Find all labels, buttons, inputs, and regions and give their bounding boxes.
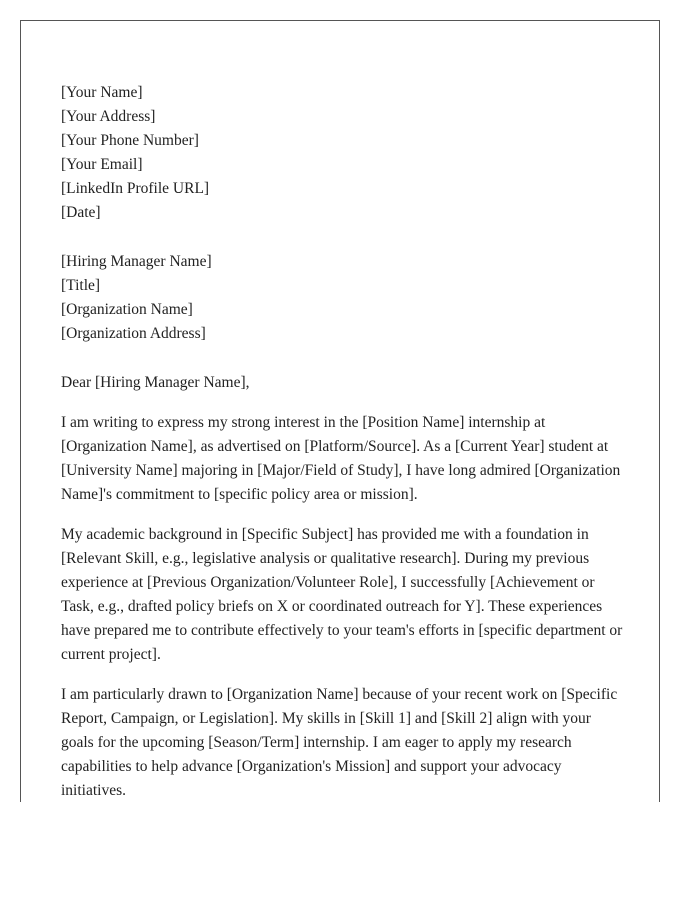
recipient-block: [61, 250, 626, 346]
recipient-address: [Organization Address]: [61, 325, 206, 342]
sender-address: [Your Address]: [61, 108, 156, 125]
recipient-name: [Hiring Manager Name]: [61, 253, 212, 270]
letter-body: [61, 81, 626, 802]
salutation: Dear [Hiring Manager Name],: [61, 374, 250, 391]
recipient-title: [Title]: [61, 277, 101, 294]
letter-page: [20, 20, 660, 802]
recipient-organization: [Organization Name]: [61, 301, 193, 318]
letter-date: [Date]: [61, 204, 101, 221]
paragraph-experience: My academic background in [Specific Subject] has provided me with a foundation in [Relevant Skill, e.g., legislative analysis or qualitative research]. During my previous experience at [Previous Organization/Volunteer Role], I successfully [Achievement or Task, e.g., drafted policy briefs on X or coordinated outreach for Y]. These experiences have prepared me to contribute effectively to your team's efforts in [specific department or current project].: [61, 526, 623, 663]
paragraph-intro: I am writing to express my strong interest in the [Position Name] internship at [Organization Name], as advertised on [Platform/Source]. As a [Current Year] student at [University Name] majoring in [Major/Field of Study], I have long admired [Organization Name]'s commitment to [specific policy area or mission].: [61, 414, 621, 503]
sender-name: [Your Name]: [61, 84, 143, 101]
paragraph-motivation: I am particularly drawn to [Organization Name] because of your recent work on [Specific Report, Campaign, or Legislation]. My skills in [Skill 1] and [Skill 2] align with your goals for the upcoming [Season/Term] internship. I am eager to apply my research capabilities to help advance [Organization's Mission] and support your advocacy initiatives.: [61, 686, 618, 799]
sender-linkedin: [LinkedIn Profile URL]: [61, 180, 210, 197]
sender-phone: [Your Phone Number]: [61, 132, 199, 149]
sender-email: [Your Email]: [61, 156, 143, 173]
sender-block: [61, 81, 626, 225]
